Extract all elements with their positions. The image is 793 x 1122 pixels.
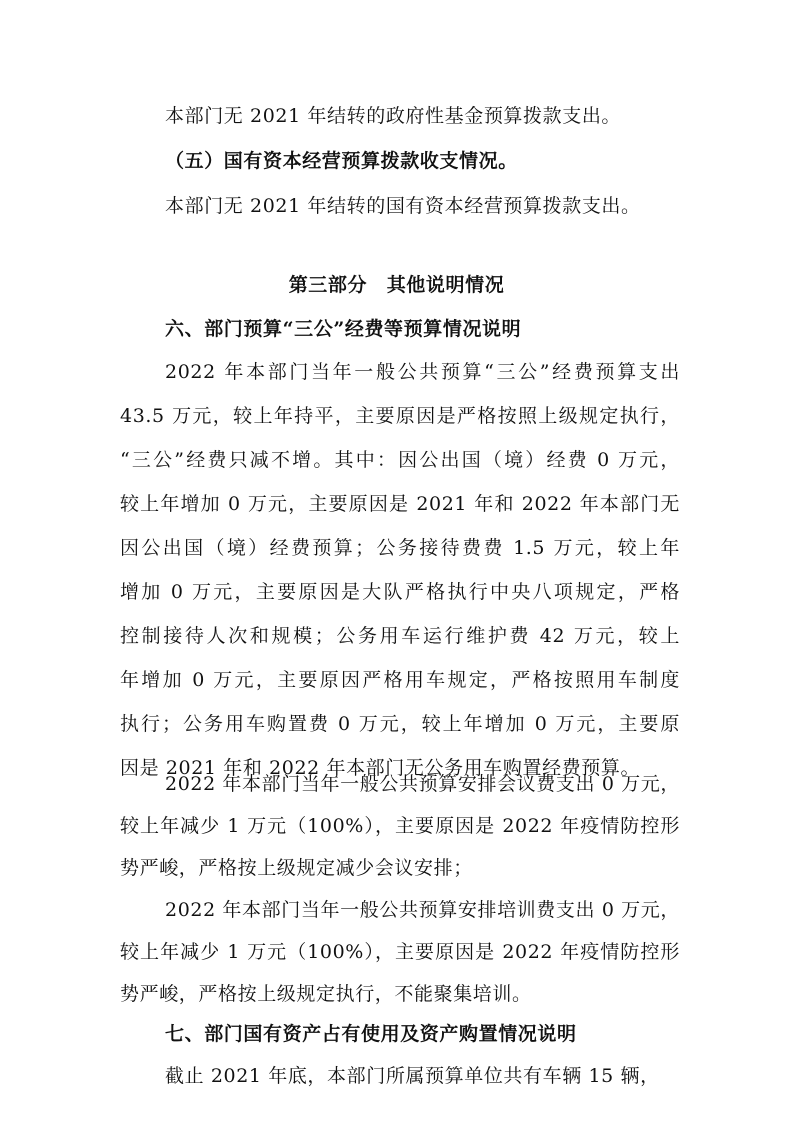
- paragraph-line: “三公”经费只减不增。其中：因公出国（境）经费 0 万元，: [120, 449, 680, 471]
- paragraph-line: 2022 年本部门当年一般公共预算安排会议费支出 0 万元，: [165, 773, 680, 795]
- part-title: 第三部分 其他说明情况: [288, 274, 505, 296]
- section-heading: （五）国有资本经营预算拨款收支情况。: [165, 150, 518, 172]
- paragraph-line: 执行；公务用车购置费 0 万元，较上年增加 0 万元，主要原: [120, 713, 680, 735]
- paragraph-line: 增加 0 万元，主要原因是大队严格执行中央八项规定，严格: [120, 581, 680, 603]
- section-heading: 七、部门国有资产占有使用及资产购置情况说明: [165, 1023, 577, 1045]
- paragraph-line: 43.5 万元，较上年持平，主要原因是严格按照上级规定执行，: [120, 405, 680, 427]
- paragraph-line: 本部门无 2021 年结转的国有资本经营预算拨款支出。: [165, 195, 641, 217]
- paragraph-line: 截止 2021 年底，本部门所属预算单位共有车辆 15 辆，: [165, 1065, 660, 1087]
- paragraph-line: 较上年减少 1 万元（100%），主要原因是 2022 年疫情防控形: [120, 815, 680, 837]
- paragraph-line: 势严峻，严格按上级规定减少会议安排；: [120, 857, 473, 879]
- paragraph-line: 年增加 0 万元，主要原因严格用车规定，严格按照用车制度: [120, 669, 680, 691]
- paragraph-line: 较上年减少 1 万元（100%），主要原因是 2022 年疫情防控形: [120, 941, 680, 963]
- paragraph-line: 2022 年本部门当年一般公共预算“三公”经费预算支出: [165, 361, 680, 383]
- paragraph-line: 因公出国（境）经费预算；公务接待费费 1.5 万元，较上年: [120, 537, 680, 559]
- paragraph-line: 2022 年本部门当年一般公共预算安排培训费支出 0 万元，: [165, 899, 680, 921]
- paragraph-line: 势严峻，严格按上级规定执行，不能聚集培训。: [120, 983, 532, 1005]
- paragraph-line: 本部门无 2021 年结转的政府性基金预算拨款支出。: [165, 105, 622, 127]
- paragraph-line: 控制接待人次和规模；公务用车运行维护费 42 万元，较上: [120, 625, 680, 647]
- paragraph-line: 因是 2021 年和 2022 年本部门无公务用车购置经费预算。: [120, 757, 641, 779]
- section-heading: 六、部门预算“三公”经费等预算情况说明: [165, 318, 522, 340]
- paragraph-line: 较上年增加 0 万元，主要原因是 2021 年和 2022 年本部门无: [120, 493, 680, 515]
